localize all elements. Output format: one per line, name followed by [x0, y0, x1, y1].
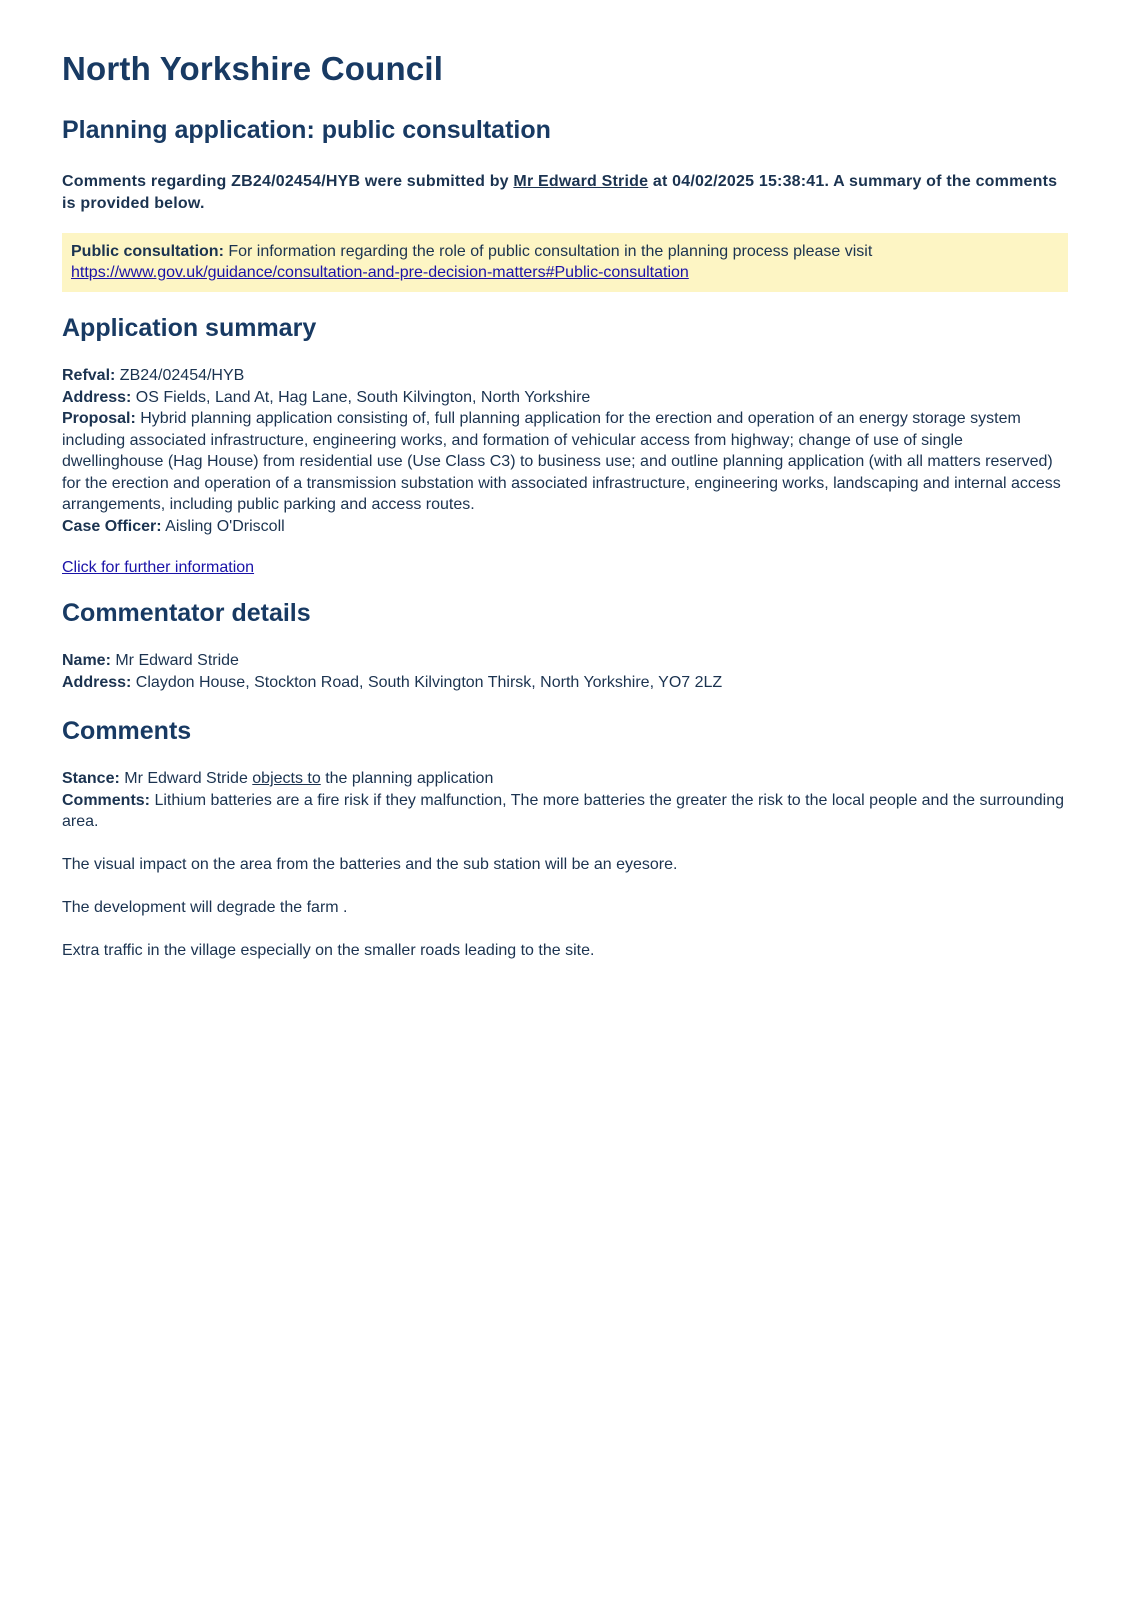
site-address-value: OS Fields, Land At, Hag Lane, South Kilvington, North Yorkshire [131, 388, 591, 406]
ref-label: Refval: [62, 367, 116, 384]
case-officer-value: Aisling O'Driscoll [161, 517, 285, 535]
comment-paragraph-4: Extra traffic in the village especially on the smaller roads leading to the site. [62, 942, 595, 959]
commentator-address-row [62, 672, 1068, 694]
case-officer-row [62, 516, 1068, 538]
consultation-guidance-link[interactable]: https://www.gov.uk/guidance/consultation-and-pre-decision-matters#Public-consultation [71, 264, 689, 281]
stance-row [62, 768, 1068, 790]
commentator-name-row [62, 650, 1068, 672]
proposal-row [62, 408, 1068, 516]
comments-heading: Comments [62, 717, 192, 745]
notice-text: For information regarding the role of public consultation in the planning process please visit [223, 243, 873, 260]
application-summary-heading: Application summary [62, 314, 317, 342]
ref-value: ZB24/02454/HYB [115, 367, 245, 384]
comment-paragraph-1 [62, 790, 1068, 833]
application-summary [62, 365, 1068, 537]
stance-pre: Mr Edward Stride [119, 770, 253, 787]
commentator-name-value: Mr Edward Stride [110, 652, 239, 669]
site-address-row [62, 387, 1068, 409]
stance-label: Stance: [62, 770, 120, 787]
commentator-details [62, 650, 1068, 693]
further-information-link[interactable]: Click for further information [62, 559, 255, 576]
stance-post: the planning application [320, 770, 494, 787]
page-title: Planning application: public consultation [62, 116, 551, 144]
notice-label: Public consultation: [71, 243, 224, 260]
commentator-address-value: Claydon House, Stockton Road, South Kilvington Thirsk, North Yorkshire, YO7 2LZ [131, 673, 723, 691]
intro-text-post: at 04/02/2025 15:38:41. A summary of the comments is provided below. [62, 173, 1058, 212]
commentator-details-heading: Commentator details [62, 599, 311, 627]
comment-paragraph-3: The development will degrade the farm . [62, 899, 348, 916]
site-address-label: Address: [62, 388, 132, 406]
comment-text-1: Lithium batteries are a fire risk if they malfunction, The more batteries the greater the risk to the local people and the surrounding area. [62, 791, 1064, 830]
comment-paragraph-2: The visual impact on the area from the batteries and the sub station will be an eyesore. [62, 856, 678, 873]
comments-section [62, 768, 1068, 833]
proposal-label: Proposal: [62, 410, 136, 427]
stance-value: objects to [252, 770, 321, 787]
comments-label: Comments: [62, 791, 151, 809]
commentator-address-label: Address: [62, 673, 132, 691]
ref-row [62, 365, 1068, 387]
proposal-value: Hybrid planning application consisting of, full planning application for the erection and operation of an energy storage system including associated infrastructure, engineering works, and formation of vehicular access from highway; change of use of single dwellinghouse (Hag House) from residential use (Use Class C3) to business use; and outline planning application (with all matters reserved) for the erection and operation of a transmission substation with associated infrastructure, engineering works, landscaping and internal access arrangements, including public parking and access routes. [62, 410, 1061, 513]
intro-text-pre: Comments regarding ZB24/02454/HYB were submitted by [62, 173, 514, 190]
public-consultation-notice [62, 233, 1068, 292]
intro-statement [62, 171, 1068, 215]
case-officer-label: Case Officer: [62, 517, 162, 535]
commenter-link[interactable]: Mr Edward Stride [513, 173, 649, 190]
commentator-name-label: Name: [62, 652, 111, 669]
council-name: North Yorkshire Council [62, 50, 444, 87]
